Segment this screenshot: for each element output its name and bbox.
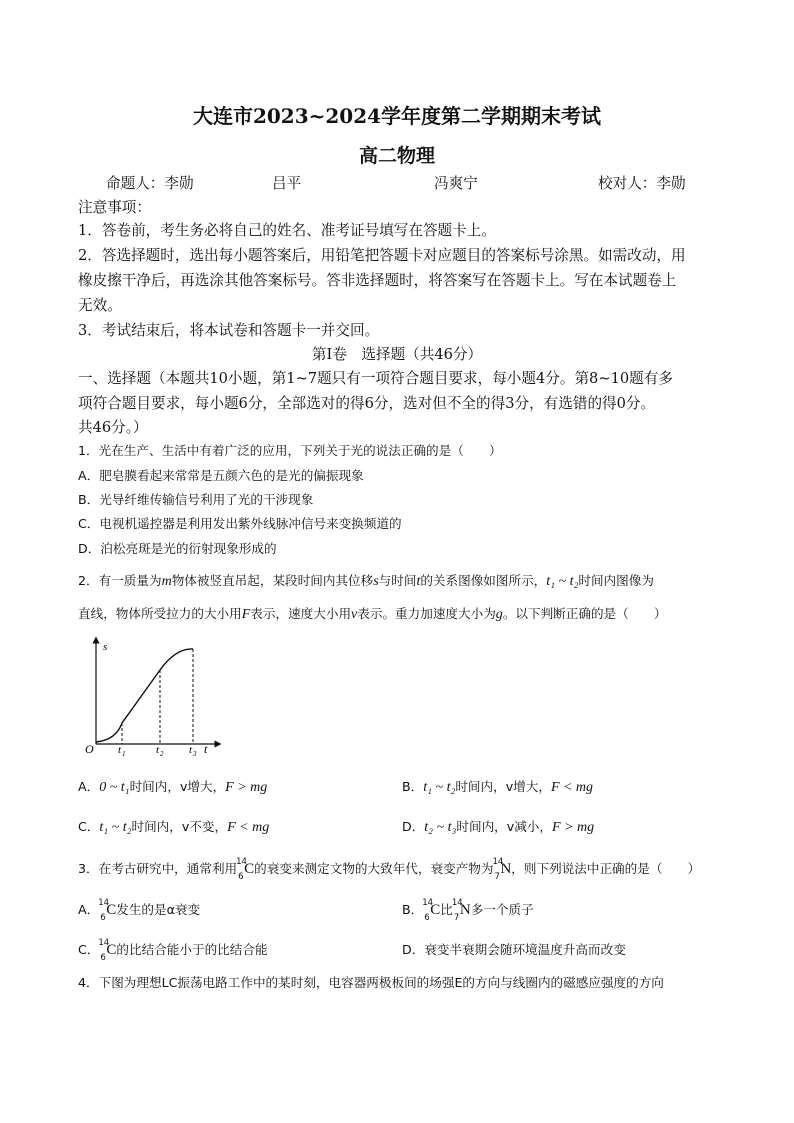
t3-label: t: [189, 744, 193, 756]
q2-text: 2．有一质量为: [78, 573, 162, 588]
q2-text: 表示。重力加速度大小为: [357, 606, 496, 621]
q1-option-a: A．肥皂膜看起来常常是五颜六色的是光的偏振现象: [78, 468, 364, 483]
q2-option-a: A．0 ~ t₁时间内，v增大，F > mg: [78, 779, 268, 795]
q1-option-b: B．光导纤维传输信号利用了光的干涉现象: [78, 492, 314, 507]
nuclide-mass: 14: [451, 898, 463, 908]
subject-title: 高二物理: [358, 145, 435, 167]
q2-b-text: 时间内，v增大，: [455, 779, 551, 794]
note-item-2-line2: 橡皮擦干净后，再选涂其他答案标号。答非选择题时，将答案写在答题卡上。写在本试题卷上: [78, 272, 677, 289]
notes-heading: 注意事项：: [78, 199, 151, 216]
t1-sub: 1: [122, 750, 126, 757]
q2-v: v: [351, 607, 358, 622]
q3-text: 3．在考古研究中，通常利用: [78, 861, 238, 876]
q2-c-rel: F < mg: [227, 820, 270, 835]
q1-option-d: D．泊松亮斑是光的衍射现象形成的: [78, 541, 277, 556]
section1-intro-2: 项符合题目要求，每小题6分，全部选对的得6分，选对但不全的得3分，有选错的得0分。: [78, 395, 656, 412]
q3-option-d: D．衰变半衰期会随环境温度升高而改变: [402, 942, 626, 957]
q2-d-rel: F > mg: [552, 820, 595, 835]
q3-option-b: B． 14 6 C比 14 7 N多一个质子: [402, 899, 534, 921]
q2-text: 表示，速度大小用: [250, 606, 352, 621]
nuclide-atomic: 7: [494, 872, 500, 882]
q2-a-rel: F > mg: [225, 780, 268, 795]
q3-option-a: A． 14 6 C发生的是α衰变: [78, 899, 200, 921]
q2-a-range: 0 ~ t₁: [99, 780, 130, 795]
nuclide-symbol: C: [106, 902, 117, 918]
t1-label: t: [118, 744, 122, 756]
q2-s: s: [373, 574, 379, 589]
q3-text: ，则下列说法中正确的是（ ）: [511, 861, 701, 876]
t2-label: t: [156, 744, 160, 756]
nuclide-mass: 14: [492, 857, 504, 867]
nuclide-symbol: C: [106, 942, 117, 958]
q2-d-range: t₂ ~ t₃: [424, 820, 457, 835]
y-axis-label: s: [103, 641, 108, 653]
section1-intro-1: 一、选择题（本题共10小题，第1~7题只有一项符合题目要求，每小题4分。第8~10题有多: [78, 370, 673, 387]
checker-label: 校对人：李勋: [598, 175, 686, 192]
nuclide-atomic: 6: [100, 913, 106, 923]
x-axis-label: t: [204, 742, 208, 756]
nuclide-symbol: N: [500, 861, 512, 877]
q2-text: 物体被竖直吊起，某段时间内其位移: [171, 573, 374, 588]
t2-sub: 2: [160, 750, 164, 757]
q2-option-d: D．t₂ ~ t₃时间内，v减小，F > mg: [402, 819, 595, 835]
setter-label: 命题人：李勋: [106, 175, 194, 192]
q2-text: 直线，物体所受拉力的大小用: [78, 606, 242, 621]
setter-3: 冯爽宁: [434, 175, 478, 192]
nuclide-symbol: C: [244, 861, 255, 877]
q3-c-text: 的比结合能小于的比结合能: [116, 942, 268, 957]
q3-b-end: 多一个质子: [470, 902, 534, 917]
q2-range: t₁ ~ t₂: [546, 574, 579, 589]
setter-2: 吕平: [272, 175, 302, 192]
q4-stem: 4．下图为理想LC振荡电路工作中的某时刻，电容器两极板间的场强E的方向与线圈内的磁感应强度的方向: [78, 975, 664, 990]
carbon-14-nuclide: [422, 898, 441, 923]
q3-stem: [78, 858, 700, 880]
exam-title: 大连市2023~2024学年度第二学期期末考试: [192, 104, 602, 128]
q3-option-c: C． 14 6 C的比结合能小于的比结合能: [78, 939, 268, 961]
nuclide-atomic: 6: [100, 953, 106, 963]
nuclide-atomic: 6: [424, 913, 430, 923]
carbon-14-nuclide: [98, 938, 117, 963]
q2-text: 与时间: [378, 573, 417, 588]
q2-b-rel: F < mg: [550, 780, 594, 795]
nuclide-mass: 14: [236, 857, 247, 867]
q2-stem-line1: [78, 570, 654, 593]
nuclide-atomic: 6: [238, 872, 244, 882]
q3-a-text: 发生的是α衰变: [116, 902, 201, 917]
q2-d-text: 时间内，v减小，: [456, 819, 552, 834]
nuclide-mass: 14: [98, 898, 110, 908]
carbon-14-nuclide: [236, 857, 255, 882]
q2-c-text: 时间内，v不变，: [131, 819, 228, 834]
q1-stem: 1．光在生产、生活中有着广泛的应用，下列关于光的说法正确的是（ ）: [78, 443, 502, 458]
nuclide-mass: 14: [98, 938, 110, 948]
section1-intro-3: 共46分。）: [78, 419, 148, 436]
note-item-3: 3．考试结束后，将本试卷和答题卡一并交回。: [78, 322, 380, 339]
q2-t: t: [416, 574, 421, 589]
q3-text: 的衰变来测定文物的大致年代，衰变产物为: [254, 861, 494, 876]
note-item-2-line1: 2．答选择题时，选出每小题答案后，用铅笔把答题卡对应题目的答案标号涂黑。如需改动，用: [78, 247, 686, 264]
note-item-1: 1．答卷前，考生务必将自己的姓名、准考证号填写在答题卡上。: [78, 222, 496, 239]
section1-heading: 第Ⅰ卷 选择题（共46分）: [311, 346, 483, 363]
q2-stem-line2: [78, 603, 667, 626]
nitrogen-14-nuclide: [492, 857, 512, 882]
nuclide-symbol: N: [459, 902, 471, 918]
origin-label: O: [85, 742, 94, 756]
q2-a-text: 时间内，v增大，: [129, 779, 226, 794]
nitrogen-14-nuclide: [451, 898, 471, 923]
q2-m: m: [161, 574, 172, 589]
nuclide-atomic: 7: [453, 913, 460, 923]
q2-text: 的关系图像如图所示，: [420, 573, 547, 588]
q2-g: g: [495, 607, 503, 622]
q2-option-c: C．t₁ ~ t₂时间内，v不变，F < mg: [78, 819, 270, 835]
q2-F: F: [241, 607, 251, 622]
q2-b-range: t₁ ~ t₂: [423, 780, 456, 795]
q2-text: 时间内图像为: [578, 573, 654, 588]
note-item-2-line3: 无效。: [78, 297, 122, 314]
t3-sub: 3: [193, 750, 197, 757]
q1-option-c: C．电视机遥控器是利用发出紫外线脉冲信号来变换频道的: [78, 516, 402, 531]
q2-text: 。以下判断正确的是（ ）: [502, 606, 667, 621]
s-t-curve: [96, 649, 193, 742]
nuclide-mass: 14: [422, 898, 434, 908]
q2-c-range: t₁ ~ t₂: [99, 820, 132, 835]
q3-b-mid: 比: [440, 902, 453, 917]
q2-option-b: B．t₁ ~ t₂时间内，v增大，F < mg: [402, 779, 594, 795]
s-t-graph: [78, 632, 223, 757]
nuclide-symbol: C: [430, 902, 441, 918]
carbon-14-nuclide: [98, 898, 117, 923]
